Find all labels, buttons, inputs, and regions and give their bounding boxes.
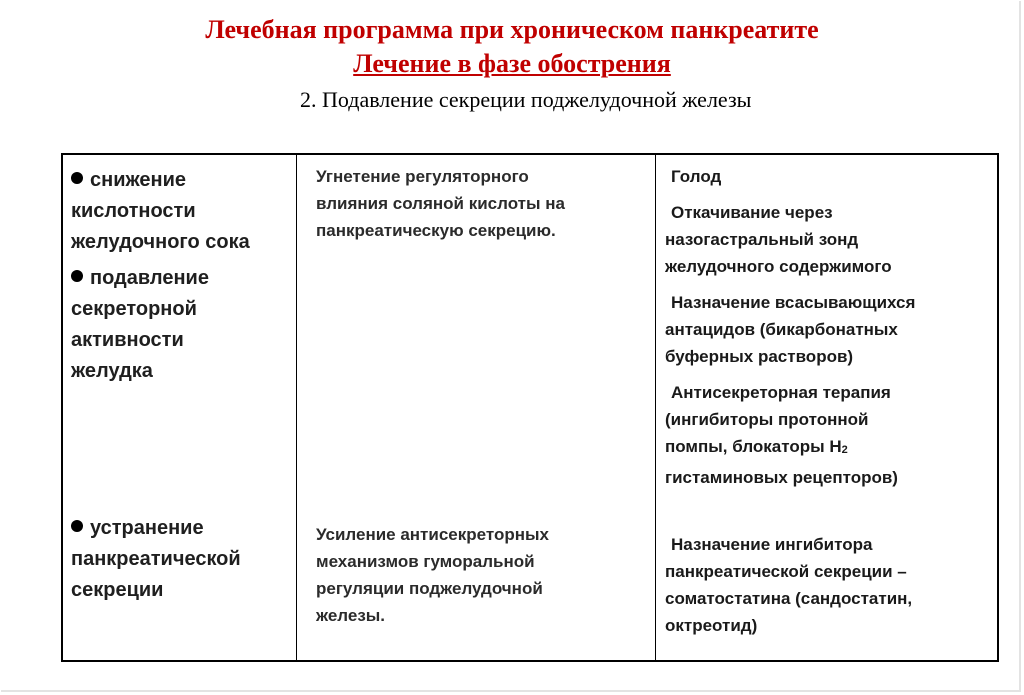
bullet-icon	[71, 172, 83, 184]
mechanism-block	[310, 163, 616, 244]
mechanism-text: панкреатическую секрецию.	[316, 221, 556, 240]
treatment-text: гистаминовых рецепторов)	[665, 468, 898, 487]
treatment-text: (ингибиторы протонной	[665, 410, 869, 429]
goal-text: активности	[71, 329, 184, 351]
goal-text: панкреатической	[71, 548, 241, 570]
goal-item	[71, 513, 293, 606]
slide-subtitle: Лечение в фазе обострения	[353, 49, 671, 78]
treatment-item	[665, 379, 995, 491]
goal-text: секреции	[71, 579, 164, 601]
treatment-text: Назначение всасывающихся	[671, 293, 916, 312]
treatment-item	[665, 199, 995, 280]
mechanism-text: железы.	[316, 606, 386, 625]
goal-text: кислотности	[71, 200, 196, 222]
column-divider	[655, 155, 656, 660]
treatment-text: Антисекреторная терапия	[671, 383, 891, 402]
treatment-text: октреотид)	[665, 616, 758, 635]
goal-item	[71, 165, 293, 258]
goal-text: подавление	[90, 267, 209, 289]
treatment-text: Откачивание через	[671, 203, 833, 222]
treatment-item	[665, 289, 995, 370]
treatment-text: Назначение ингибитора	[671, 535, 873, 554]
treatment-text: антацидов (бикарбонатных	[665, 320, 898, 339]
section-heading: 2. Подавление секреции поджелудочной железы	[300, 87, 752, 112]
bullet-icon	[71, 270, 83, 282]
subscript: 2	[841, 444, 848, 456]
mechanism-text: Угнетение регуляторного	[316, 167, 529, 186]
treatment-text: назогастральный зонд	[665, 230, 859, 249]
treatment-text: Голод	[671, 167, 722, 186]
treatment-item	[665, 163, 1001, 190]
column-divider	[296, 155, 297, 660]
treatment-text: помпы, блокаторы Н	[665, 437, 842, 456]
goal-text: устранение	[90, 517, 204, 539]
treatment-text: панкреатической секреции –	[665, 562, 907, 581]
mechanism-text: регуляции поджелудочной	[316, 579, 543, 598]
mechanism-text: влияния соляной кислоты на	[316, 194, 565, 213]
treatment-text: буферных растворов)	[665, 347, 854, 366]
goal-text: желудочного сока	[71, 231, 250, 253]
goal-text: желудка	[71, 360, 153, 382]
mechanism-text: Усиление антисекреторных	[316, 525, 549, 544]
treatment-text: соматостатина (сандостатин,	[665, 589, 913, 608]
goal-text: снижение	[90, 169, 187, 191]
treatment-item	[665, 531, 995, 639]
goal-text: секреторной	[71, 298, 197, 320]
treatment-text: желудочного содержимого	[665, 257, 892, 276]
goal-item	[71, 263, 293, 387]
bullet-icon	[71, 520, 83, 532]
mechanism-block	[310, 521, 616, 629]
mechanism-text: механизмов гуморальной	[316, 552, 535, 571]
treatment-table	[61, 153, 999, 662]
slide-title: Лечебная программа при хроническом панкреатите	[205, 15, 819, 44]
